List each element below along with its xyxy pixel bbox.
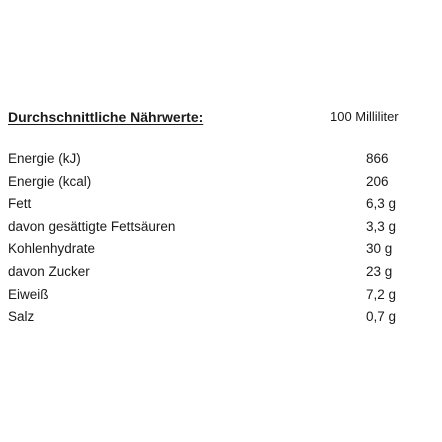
nutrition-row-energy-kj [0, 151, 442, 174]
nutrient-value: 7,2 g [366, 286, 397, 302]
nutrient-label: Fett [8, 196, 32, 212]
nutrition-row-saturated-fat [0, 219, 442, 242]
nutrient-value: 866 [366, 151, 389, 166]
nutrient-label: davon gesättigte Fettsäuren [8, 218, 176, 234]
nutrition-row-fat [0, 196, 442, 219]
nutrient-value: 30 g [366, 241, 393, 257]
nutrient-label: davon Zucker [8, 263, 90, 279]
nutrient-value: 23 g [366, 263, 393, 279]
nutrition-row-sugar [0, 264, 442, 287]
nutrient-value: 6,3 g [366, 196, 397, 212]
nutrition-row-carbohydrates [0, 241, 442, 264]
nutrient-value: 0,7 g [366, 309, 397, 325]
nutrient-label: Eiweiß [8, 286, 49, 302]
nutrition-heading: Durchschnittliche Nährwerte: [8, 109, 204, 125]
nutrient-label: Salz [8, 309, 35, 325]
nutrition-row-protein [0, 287, 442, 310]
nutrition-row-energy-kcal [0, 174, 442, 197]
nutrient-label: Energie (kJ) [8, 151, 81, 166]
nutrition-rows [0, 151, 442, 332]
nutrition-row-salt [0, 309, 442, 332]
nutrient-label: Kohlenhydrate [8, 241, 96, 257]
nutrient-label: Energie (kcal) [8, 173, 92, 189]
unit-column-header: 100 Milliliter [330, 109, 399, 124]
nutrient-value: 3,3 g [366, 218, 397, 234]
nutrient-value: 206 [366, 173, 389, 189]
